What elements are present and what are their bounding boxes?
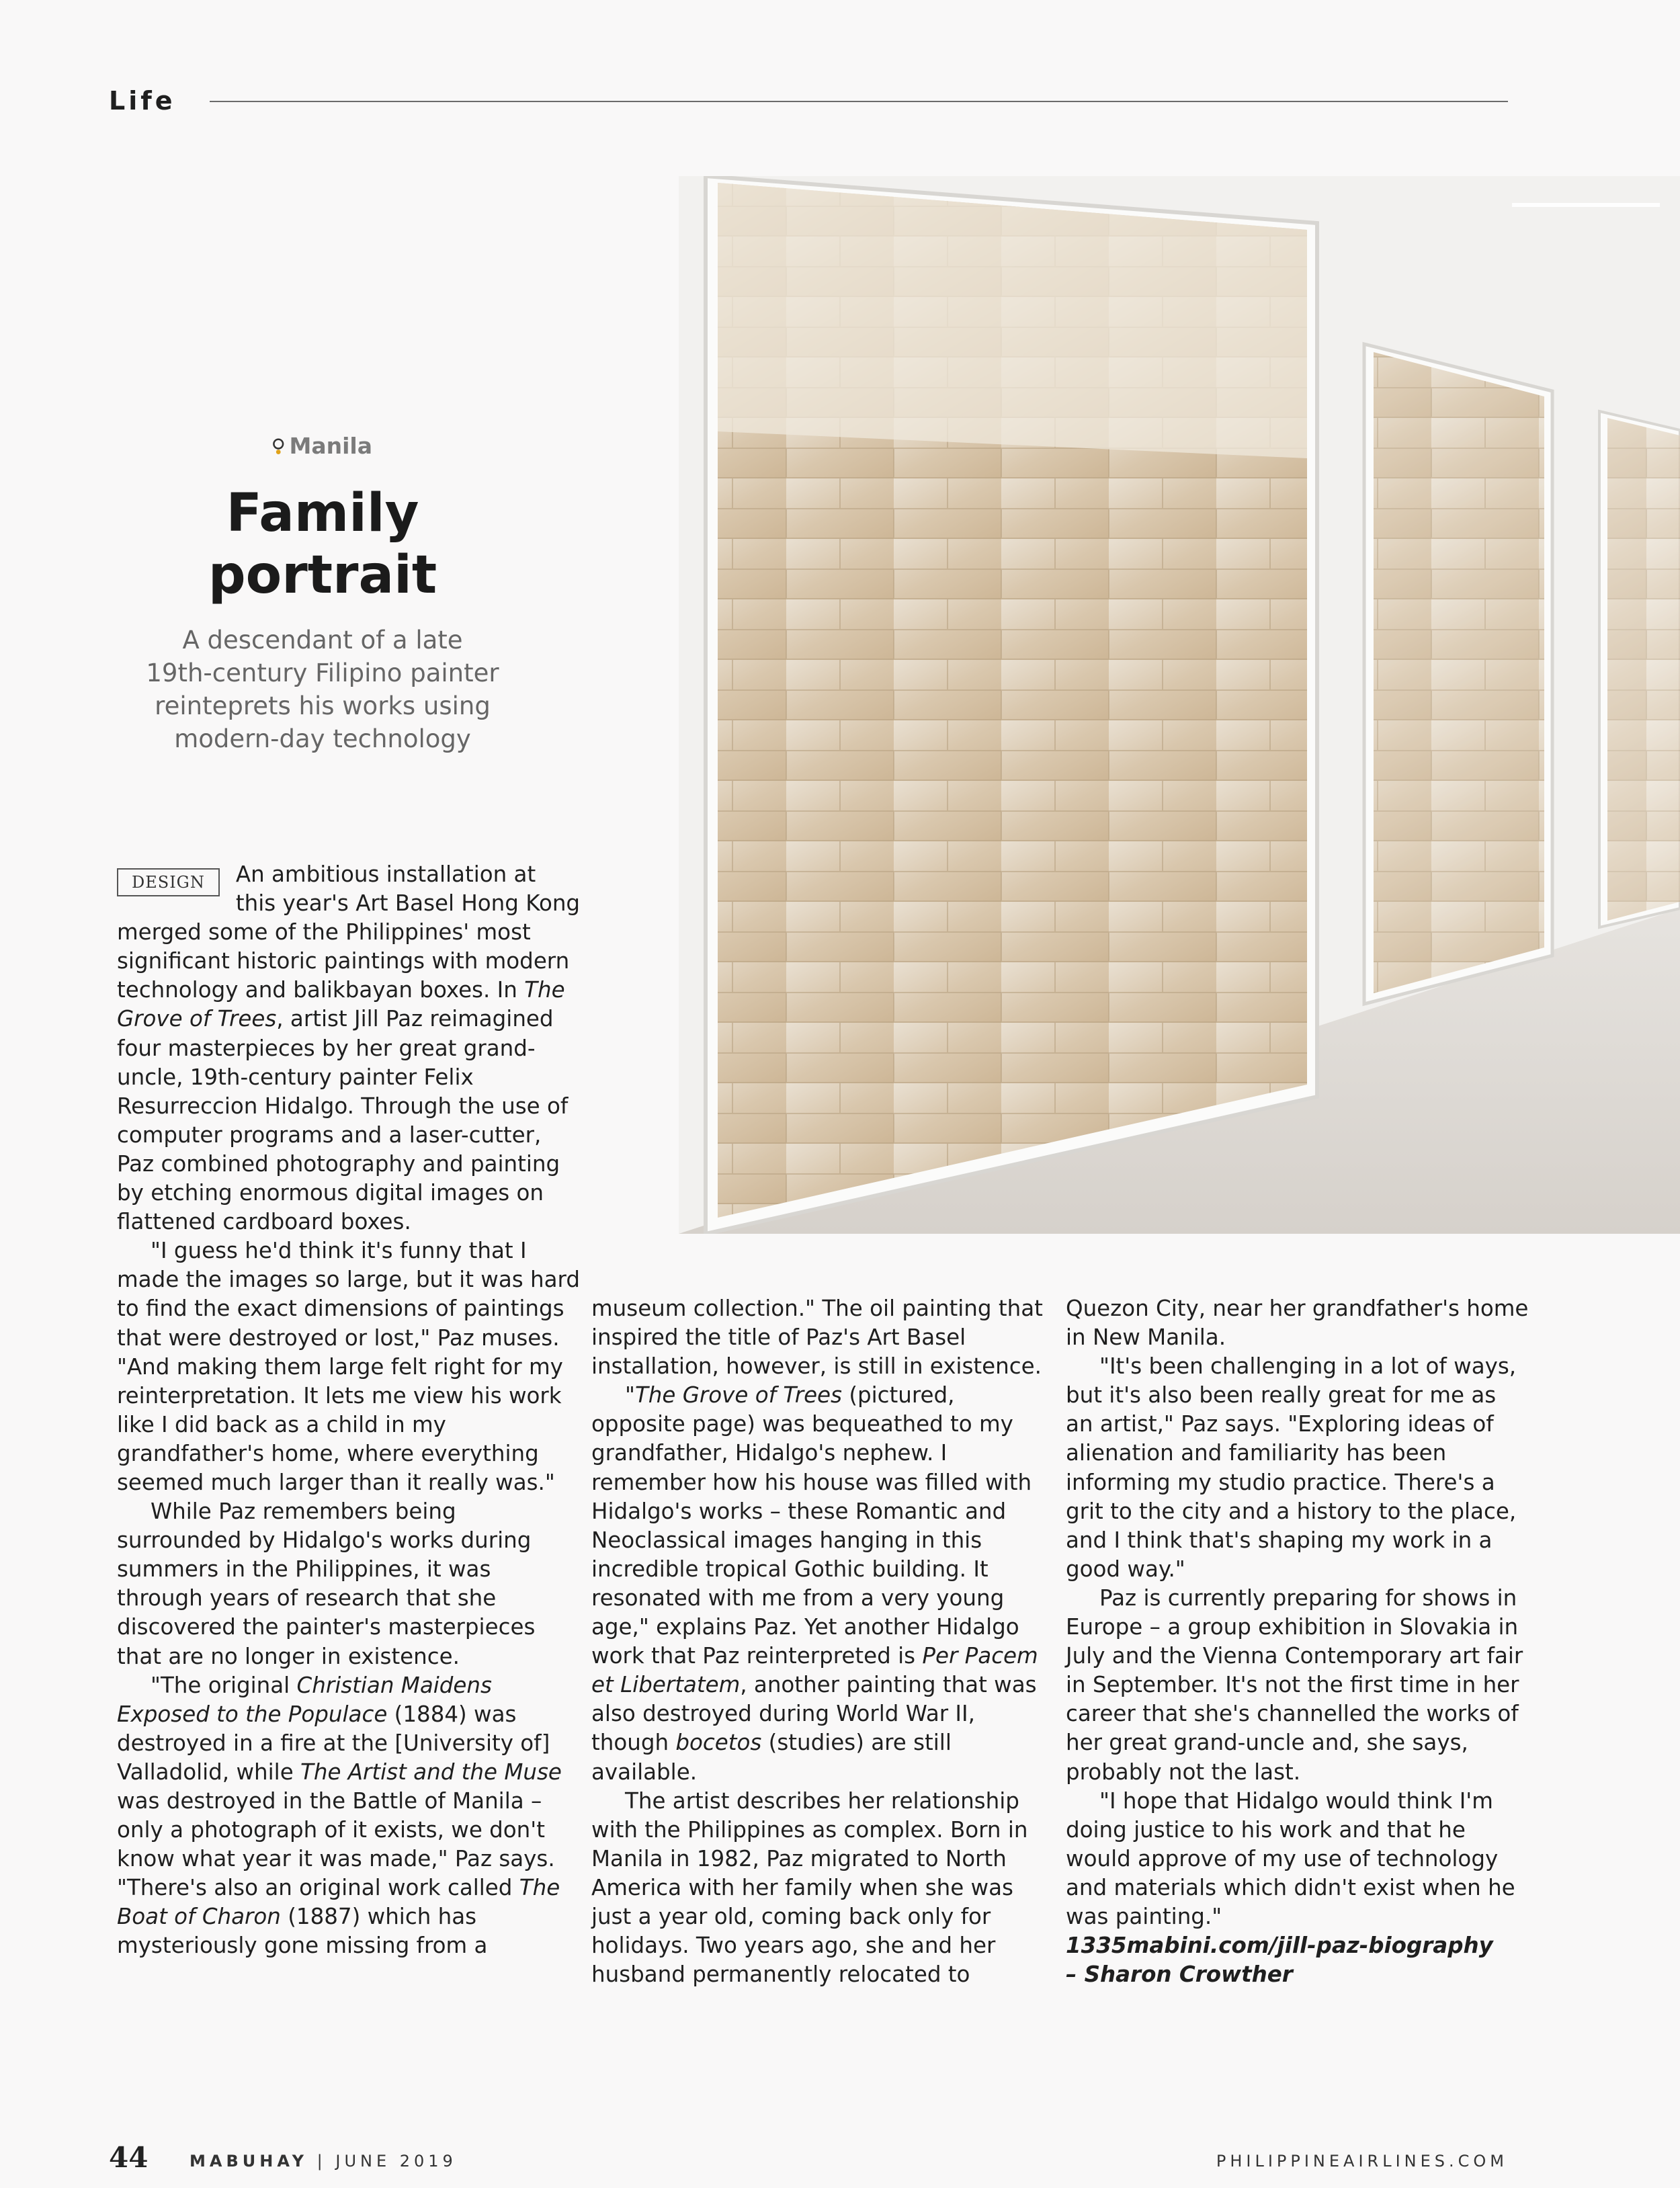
header-rule xyxy=(210,101,1508,102)
text-run: " xyxy=(625,1382,635,1408)
magazine-name: MABUHAY xyxy=(190,2152,308,2171)
text-run: , artist Jill Paz reimagined four masterpieces by her great grand-uncle, 19th-century painter Felix Resurreccion Hidalgo. Through the use of computer programs and a laser-cutter, Paz combined photography and painting by etching enormous digital images on flattened cardboard boxes. xyxy=(117,1006,569,1235)
paragraph: Paz is currently preparing for shows in Europe – a group exhibition in Slovakia in July and the Vienna Contemporary art fair in September. It's not the first time in her career that she's channelled the works of her great grand-uncle and, she says, probably not the last. xyxy=(1066,1585,1523,1785)
dek-line-4: modern-day technology xyxy=(174,724,471,753)
artwork-title: The Grove of Trees xyxy=(117,977,565,1032)
article-title xyxy=(121,482,524,606)
paragraph: The artist describes her relationship with the Philippines as complex. Born in Manila in 1982, Paz migrated to North America with her family when she was just a year old, coming back only for holidays. Two years ago, she and her husband permanently relocated to xyxy=(591,1787,1028,1988)
artwork-title: Per Pacem et Libertatem xyxy=(591,1643,1038,1698)
paragraph: museum collection." The oil painting that inspired the title of Paz's Art Basel installation, however, is still in existence. xyxy=(591,1296,1043,1380)
title-line-1: Family xyxy=(226,483,419,544)
author-byline: – Sharon Crowther xyxy=(1066,1962,1293,1988)
category-tag: DESIGN xyxy=(117,868,220,896)
footer-magazine xyxy=(190,2152,457,2171)
gallery-photo xyxy=(679,176,1680,1234)
body-column-2 xyxy=(591,1294,1055,1989)
location-label: Manila xyxy=(289,433,372,459)
gallery-installation-image xyxy=(679,176,1680,1234)
text-run: , another painting that was also destroyed during World War II, though xyxy=(591,1672,1037,1756)
paragraph: "I guess he'd think it's funny that I made the images so large, but it was hard to find the exact dimensions of paintings that were destroyed or lost," Paz muses. "And making them large felt right for my reinterpretation. It lets me view his work like I did back as a child in my grandfather's home, where everything seemed much larger than it really was." xyxy=(117,1238,580,1495)
paragraph: "It's been challenging in a lot of ways, but it's also been really great for me as an artist," Paz says. "Exploring ideas of alienation and familiarity has been informing my studio practice. There's a grit to the city and a history to the place, and I think that's shaping my work in a good way." xyxy=(1066,1353,1517,1582)
paragraph: While Paz remembers being surrounded by Hidalgo's works during summers in the Philippines, it was through years of research that she discovered the painter's masterpieces that are no longer in existence. xyxy=(117,1499,536,1669)
issue-date: JUNE 2019 xyxy=(335,2152,457,2171)
artwork-title: The Boat of Charon xyxy=(117,1875,560,1930)
page-number: 44 xyxy=(109,2141,149,2174)
text-run: (studies) are still available. xyxy=(591,1730,952,1785)
article-dek xyxy=(108,624,538,755)
source-link[interactable]: 1335mabini.com/jill-paz-biography xyxy=(1066,1933,1493,1959)
artwork-title: Christian Maidens Exposed to the Populace xyxy=(117,1672,492,1727)
text-run: (pictured, opposite page) was bequeathed to my grandfather, Hidalgo's nephew. I remember how his house was filled with Hidalgo's works – these Romantic and Neoclassical images hanging in this incredible tropical Gothic building. It resonated with me from a very young age," explains Paz. Yet another Hidalgo work that Paz reinterpreted is xyxy=(591,1382,1032,1669)
term: bocetos xyxy=(675,1730,762,1756)
footer-website[interactable]: PHILIPPINEAIRLINES.COM xyxy=(1216,2152,1508,2171)
paragraph xyxy=(117,860,581,1236)
text-run: was destroyed in the Battle of Manila – only a photograph of it exists, we don't know what year it was made," Paz says. "There's also an original work called xyxy=(117,1788,555,1901)
dek-line-3: reinteprets his works using xyxy=(155,691,491,720)
text-run: An ambitious installation at this year's Art Basel Hong Kong merged some of the Philippines' most significant historic paintings with modern technology and balikbayan boxes. In xyxy=(117,861,581,1003)
title-line-2: portrait xyxy=(208,545,437,605)
artwork-title: The Artist and the Muse xyxy=(300,1759,562,1785)
dek-line-2: 19th-century Filipino painter xyxy=(146,659,499,687)
body-column-3 xyxy=(1066,1294,1529,1989)
paragraph xyxy=(591,1381,1055,1786)
paragraph: "I hope that Hidalgo would think I'm doing justice to his work and that he would approve of my use of technology and materials which didn't exist when he was painting." xyxy=(1066,1787,1515,1929)
paragraph xyxy=(117,1671,581,1961)
paragraph: Quezon City, near her grandfather's home in New Manila. xyxy=(1066,1296,1529,1351)
artwork-title: The Grove of Trees xyxy=(634,1382,842,1408)
text-run: "The original xyxy=(151,1672,297,1698)
location-tag xyxy=(271,433,372,459)
dek-line-1: A descendant of a late xyxy=(182,626,463,655)
section-label: Life xyxy=(109,86,176,116)
text-run: (1887) which has mysteriously gone missing from a xyxy=(117,1904,488,1959)
body-column-1 xyxy=(117,860,581,1961)
footer-separator: | xyxy=(317,2152,327,2171)
map-pin-icon xyxy=(271,436,286,456)
text-run: (1884) was destroyed in a fire at the [University of] Valladolid, while xyxy=(117,1701,550,1785)
